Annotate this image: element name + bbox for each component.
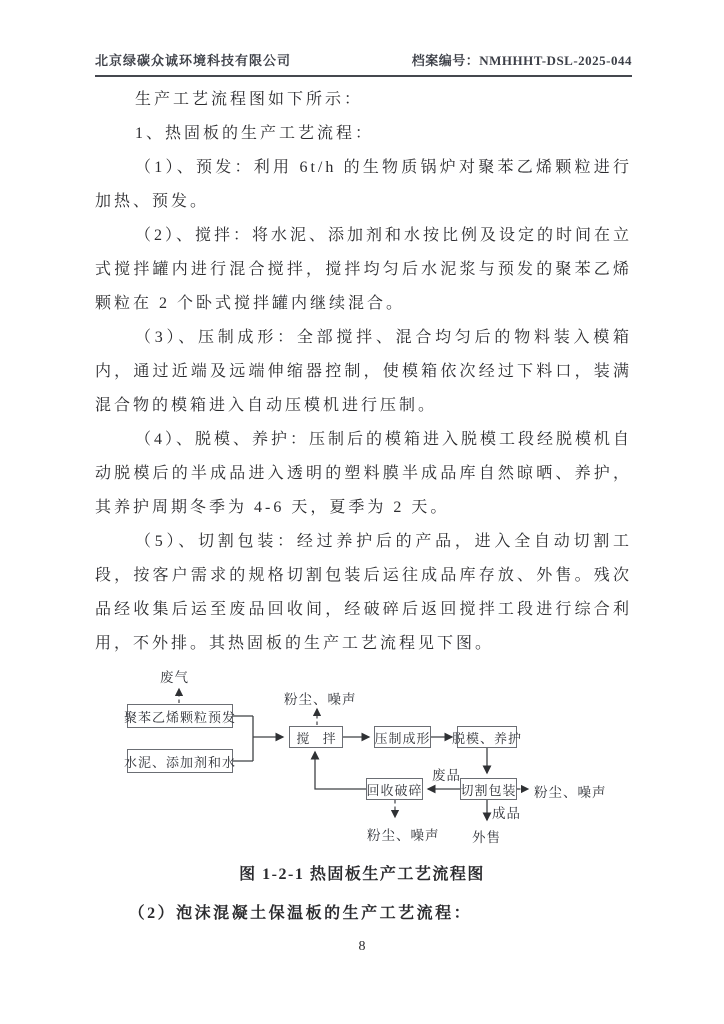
paragraph-step-2: （2）、搅拌：将水泥、添加剂和水按比例及设定的时间在立式搅拌罐内进行混合搅拌，搅拌均匀后水泥浆与预发的聚苯乙烯颗粒在 2 个卧式搅拌罐内继续混合。 xyxy=(95,227,633,312)
flow-label-waste-product: 废品 xyxy=(432,768,461,783)
flow-node-cutting-packing: 切割包装 xyxy=(460,778,517,800)
flow-node-recycle-crushing: 回收破碎 xyxy=(366,778,423,800)
flow-label-dust-noise-crushing: 粉尘、噪声 xyxy=(367,828,440,843)
flow-node-prefoaming: 聚苯乙烯颗粒预发 xyxy=(127,704,233,728)
flow-label-dust-noise-mixing: 粉尘、噪声 xyxy=(284,692,357,707)
figure-caption: 图 1-2-1 热固板生产工艺流程图 xyxy=(239,866,485,883)
next-section-heading: （2）泡沫混凝土保温板的生产工艺流程： xyxy=(128,905,473,922)
paragraph-intro: 生产工艺流程图如下所示： xyxy=(135,91,364,108)
paragraph-section-1: 1、热固板的生产工艺流程： xyxy=(135,125,375,142)
flow-label-dust-noise-cutting: 粉尘、噪声 xyxy=(534,785,607,800)
flow-node-demolding-curing: 脱模、养护 xyxy=(457,726,517,748)
flow-node-mixing: 搅 拌 xyxy=(289,726,343,748)
flow-label-waste-gas: 废气 xyxy=(160,670,189,685)
paragraph-step-4: （4）、脱模、养护：压制后的模箱进入脱模工段经脱模机自动脱模后的半成品进入透明的塑料膜半成品库自然晾晒、养护，其养护周期冬季为 4-6 天，夏季为 2 天。 xyxy=(95,431,633,516)
file-number-value: NMHHHT-DSL-2025-044 xyxy=(479,53,632,68)
paragraph-step-1: （1）、预发：利用 6t/h 的生物质锅炉对聚苯乙烯颗粒进行加热、预发。 xyxy=(95,159,632,210)
flow-label-finished-product: 成品 xyxy=(492,806,521,821)
paragraph-step-3: （3）、压制成形：全部搅拌、混合均匀后的物料装入模箱内，通过近端及远端伸缩器控制，使模箱依次经过下料口，装满混合物的模箱进入自动压模机进行压制。 xyxy=(95,329,632,414)
flow-node-raw-materials: 水泥、添加剂和水 xyxy=(127,749,233,773)
flow-node-press-forming: 压制成形 xyxy=(374,726,431,748)
file-number-label: 档案编号： xyxy=(411,53,480,68)
page-number: 8 xyxy=(358,939,366,954)
company-name: 北京绿碳众诚环境科技有限公司 xyxy=(95,53,292,68)
flow-label-outbound-sale: 外售 xyxy=(472,830,501,845)
paragraph-step-5: （5）、切割包装：经过养护后的产品，进入全自动切割工段，按客户需求的规格切割包装后运往成品库存放、外售。残次品经收集后运至废品回收间，经破碎后返回搅拌工段进行综合利用，不外排。其热固板的生产工艺流程见下图。 xyxy=(95,533,632,652)
